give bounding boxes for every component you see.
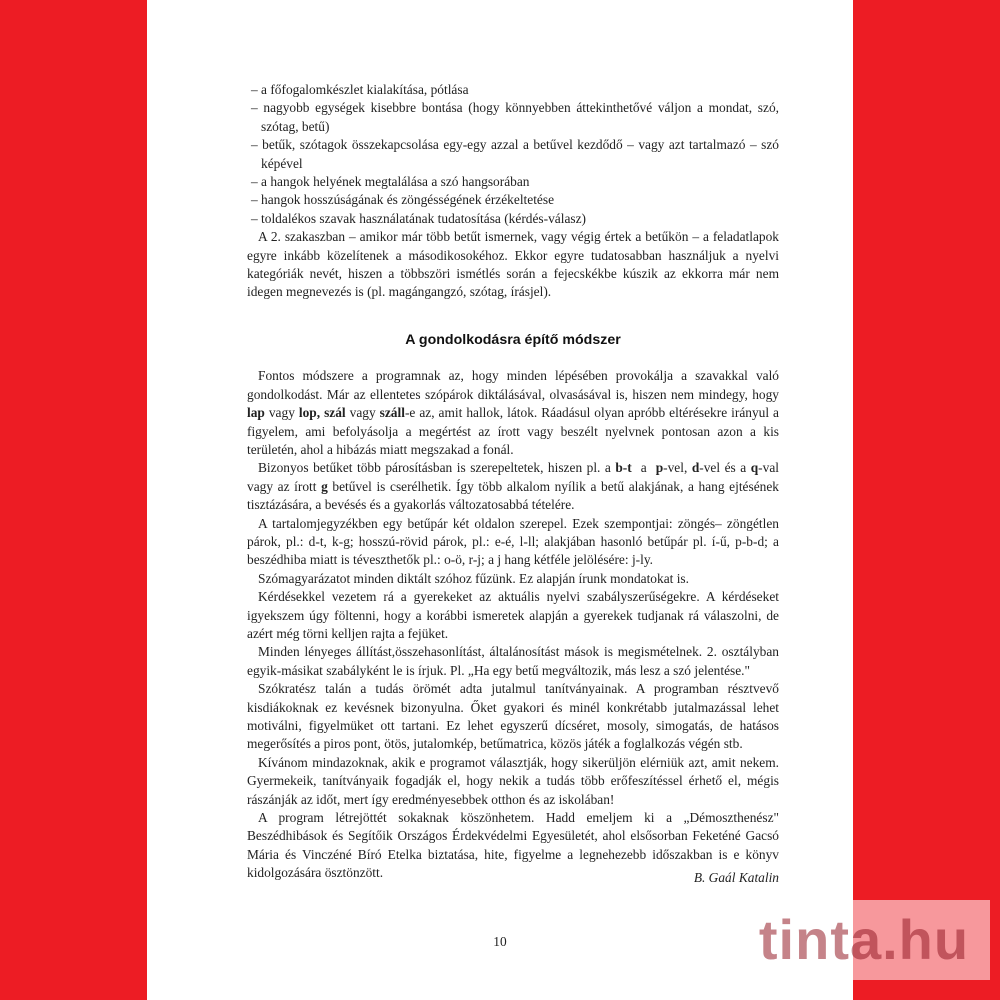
paragraph-4: Szómagyarázatot minden diktált szóhoz fűzünk. Ez alapján írunk mondatokat is. xyxy=(258,570,689,586)
paragraph-2: Bizonyos betűket több párosításban is szerepeltetek, hiszen pl. a b-t a p-vel, d-vel és a q-val vagy az írott g betűvel is cserélhetik. Így több alkalom nyílik a betű alakjának, a hang ejtésének tisztázására, a bevésés és a gyakorlás változatosabbá tételére. xyxy=(247,460,779,513)
author-signature: B. Gaál Katalin xyxy=(693,870,779,885)
book-page xyxy=(147,0,853,1000)
bullet-item: – hangok hosszúságának és zöngésségének érzékeltetése xyxy=(251,192,555,208)
intro-paragraph: A 2. szakaszban – amikor már több betűt ismernek, vagy végig értek a betűkön – a feladatlapok egyre inkább közelítenek a másodikosokéhoz. Ekkor egyre tudatosabban használjuk a nyelvi kategóriák nevét, hiszen a többszöri ismétlés során a fejecskékbe kúszik az ekkorra már nem idegen megnevezés is (pl. magángangzó, szótag, írásjel). xyxy=(247,229,779,300)
bullet-item: – betűk, szótagok összekapcsolása egy-egy azzal a betűvel kezdődő – vagy azt tartalmazó – szó képével xyxy=(251,137,779,171)
paragraph-9: A program létrejöttét sokaknak köszönhetem. Hadd emeljem ki a „Démoszthenész" Beszédhibások és Segítőik Országos Érdekvédelmi Egyesületét, ahol elsősorban Feketéné Gacsó Mária és Vinczéné Bíró Etelka biztatása, hite, figyelme a legnehezebb időszakban is e könyv kidolgozására ösztönzött. xyxy=(247,810,779,881)
bullet-item: – nagyobb egységek kisebbre bontása (hogy könnyebben áttekinthetővé váljon a mondat, szó, szótag, betű) xyxy=(251,100,779,134)
bullet-item: – a főfogalomkészlet kialakítása, pótlása xyxy=(251,82,469,97)
paragraph-1: Fontos módszere a programnak az, hogy minden lépésében provokálja a szavakkal való gondolkodást. Már az ellentetes szópárok diktálásával, olvasásával is, hiszen nem mindegy, hogy lap vagy lop, szál vagy száll-e az, amit hallok, látok. Ráadásul olyan apróbb eltérésekre irányul a figyelem, ami befolyásolja a megértést az írott vagy beszélt nyelvnek pontosan azon a kis területén, ahol a hibázás miatt megszakad a fonál. xyxy=(247,368,779,457)
paragraph-7: Szókratész talán a tudás örömét adta jutalmul tanítványainak. A programban résztvevő kisdiákoknak ez kevésnek bizonyulna. Őket gyakori és minél konkrétabb jutalmazással lehet motiválni, figyelmüket ott tartani. Ez lehet egyszerű dícséret, mosoly, simogatás, de hatásos megerősítés a piros pont, ötös, jutalomkép, betűmatrica, közös játék a foglalkozás végén stb. xyxy=(247,681,779,752)
bullet-list xyxy=(247,81,779,228)
bullet-item: – toldalékos szavak használatának tudatosítása (kérdés-válasz) xyxy=(251,210,587,226)
paragraph-5: Kérdésekkel vezetem rá a gyerekeket az aktuális nyelvi szabályszerűségekre. A kérdéseket igyekszem úgy föltenni, hogy a korábbi ismeretek alapján a gyerekek tudjanak rá válaszolni, de azért még törni kelljen rajta a fejüket. xyxy=(247,589,779,641)
watermark-logo: tinta.hu xyxy=(738,900,990,980)
paragraph-3: A tartalomjegyzékben egy betűpár két oldalon szerepel. Ezek szempontjai: zöngés– zöngétlen párok, pl.: d-t, k-g; hosszú-rövid párok, pl.: e-é, l-ll; alakjában hasonló betűpár pl. í-ű, p-b-d; a beszédhiba miatt is téveszthetők pl.: o-ö, r-j; a j hang kétféle jelölésére: j-ly. xyxy=(247,515,779,568)
page-content xyxy=(247,81,779,883)
paragraph-8: Kívánom mindazoknak, akik e programot választják, hogy sikerüljön elérniük azt, amit nekem. Gyermekeik, tanítványaik fogadják el, hogy nekik a tudás több erőfeszítéssel érhető el, mégis rászánják az időt, mert így eredményesebbek otthon és az iskolában! xyxy=(247,754,779,807)
paragraph-6: Minden lényeges állítást,összehasonlítást, általánosítást mások is megismételnek. 2. osztályban egyik-másikat szabályként le is írjuk. Pl. „Ha egy betű megváltozik, más lesz a szó jelentése." xyxy=(247,644,779,678)
section-heading: A gondolkodásra építő módszer xyxy=(405,331,621,348)
bullet-item: – a hangok helyének megtalálása a szó hangsorában xyxy=(251,174,530,190)
page-number: 10 xyxy=(493,934,507,949)
